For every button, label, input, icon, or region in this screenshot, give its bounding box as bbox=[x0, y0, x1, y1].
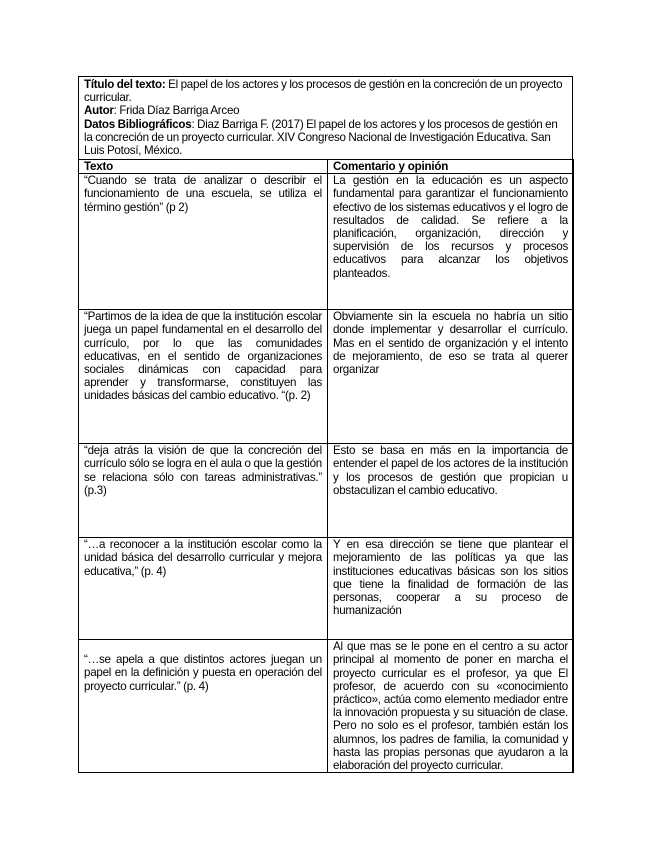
quote-cell: “deja atrás la visión de que la concreción del currículo sólo se logra en el aula o que la gestión se relaciona sólo con tareas administrativas.” (p.3) bbox=[79, 444, 328, 538]
table-header-row bbox=[79, 160, 574, 174]
quote-cell: “Partimos de la idea de que la institución escolar juega un papel fundamental en el desarrollo del currículo, por lo que las comunidades educativas, en el sentido de organizaciones sociales dinámicas con capacidad para aprender y transformarse, constituyen las unidades básicas del cambio educativo. “(p. 2) bbox=[79, 310, 328, 444]
comment-cell: Al que mas se le pone en el centro a su actor principal al momento de poner en marcha el proyecto curricular es el profesor, ya que El profesor, de acuerdo con su «conocimiento práctico», actúa como elemento mediador entre la innovación propuesta y su situación de clase. Pero no solo es el profesor, también están los alumnos, los padres de familia, la comunidad y hasta las propias personas que ayudaron a la elaboración del proyecto curricular. bbox=[328, 640, 574, 773]
column-header-texto: Texto bbox=[79, 160, 328, 174]
table-row bbox=[79, 310, 574, 444]
author-label: Autor bbox=[84, 104, 114, 118]
table-row bbox=[79, 640, 574, 773]
title-value: El papel de los actores y los procesos de gestión en la concreción de un proyecto curricular. bbox=[84, 78, 563, 105]
document-frame bbox=[78, 76, 573, 773]
comment-cell: La gestión en la educación es un aspecto fundamental para garantizar el funcionamiento efectivo de los sistemas educativos y el logro de resultados de calidad. Se refiere a la planificación, organización, dirección y supervisión de los recursos y procesos educativos para alcanzar los objetivos planteados. bbox=[328, 174, 574, 310]
biblio-value: : Diaz Barriga F. (2017) El papel de los actores y los procesos de gestión en la concreción de un proyecto curricular. XIV Congreso Nacional de Investigación Educativa. San Luis Potosí, México. bbox=[84, 117, 558, 158]
biblio-line bbox=[84, 118, 568, 158]
document-header bbox=[79, 77, 572, 159]
author-line bbox=[84, 104, 568, 117]
title-line bbox=[84, 78, 568, 104]
table-row bbox=[79, 538, 574, 640]
comment-cell: Y en esa dirección se tiene que plantear el mejoramiento de las políticas ya que las instituciones educativas básicas son los sitios que tiene la finalidad de formación de las personas, cooperar a su proceso de humanización bbox=[328, 538, 574, 640]
table-row bbox=[79, 444, 574, 538]
quote-cell: “Cuando se trata de analizar o describir el funcionamiento de una escuela, se utiliza el término gestión” (p 2) bbox=[79, 174, 328, 310]
author-value: : Frida Díaz Barriga Arceo bbox=[113, 104, 240, 118]
comment-cell: Obviamente sin la escuela no habría un sitio donde implementar y desarrollar el currículo. Mas en el sentido de organización y el intento de mejoramiento, de eso se trata al querer organizar bbox=[328, 310, 574, 444]
column-header-comentario: Comentario y opinión bbox=[328, 160, 574, 174]
quotes-table bbox=[78, 159, 574, 773]
biblio-label: Datos Bibliográficos bbox=[84, 117, 192, 131]
title-label: Título del texto: bbox=[84, 78, 166, 91]
quote-cell: “…se apela a que distintos actores juegan un papel en la definición y puesta en operación del proyecto curricular.” (p. 4) bbox=[79, 640, 328, 773]
comment-cell: Esto se basa en más en la importancia de entender el papel de los actores de la institución y los procesos de gestión que propician u obstaculizan el cambio educativo. bbox=[328, 444, 574, 538]
table-row bbox=[79, 174, 574, 310]
quote-cell: “…a reconocer a la institución escolar como la unidad básica del desarrollo curricular y mejora educativa,” (p. 4) bbox=[79, 538, 328, 640]
